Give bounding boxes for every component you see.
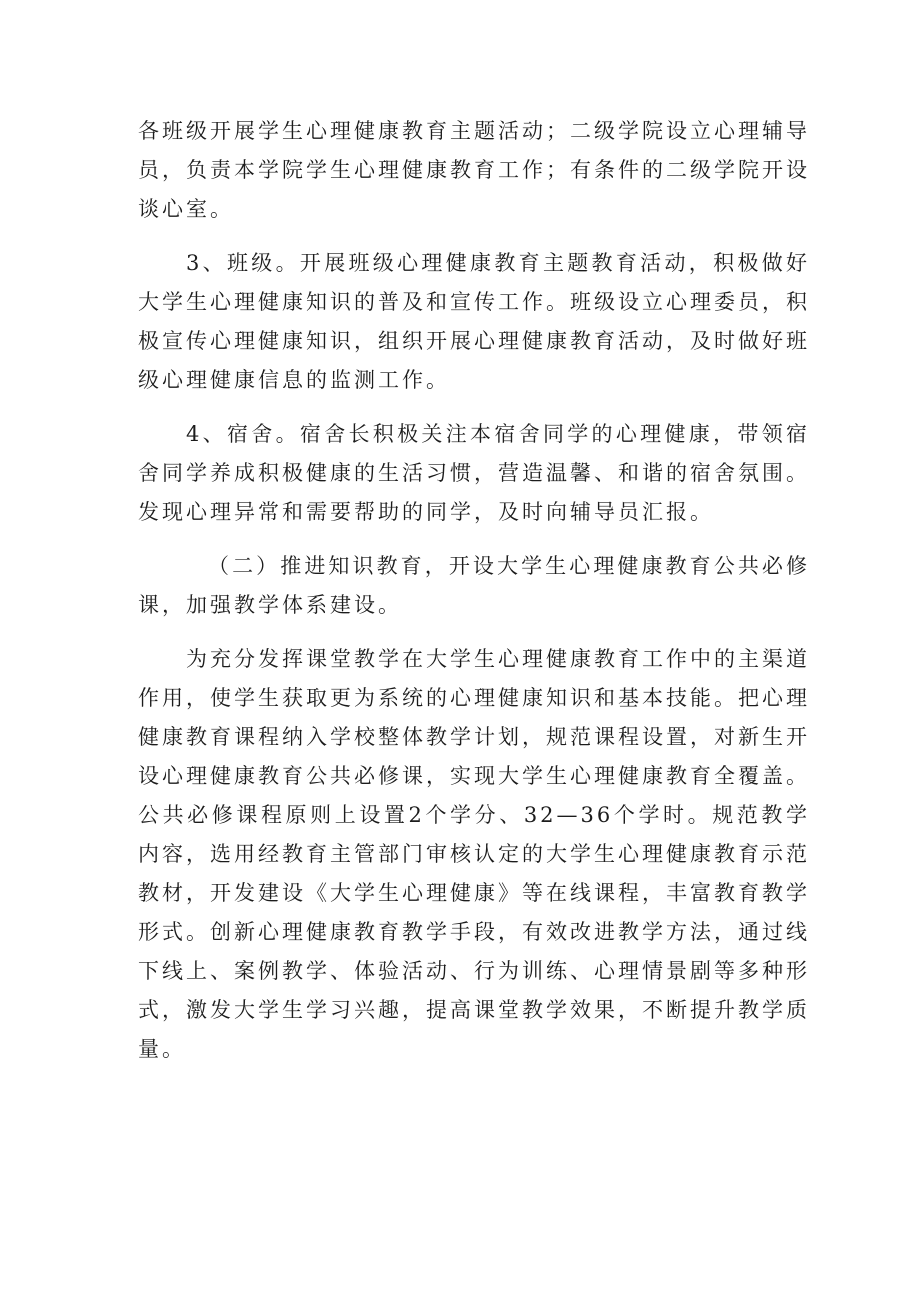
- paragraph-dormitory-level: 4、宿舍。宿舍长积极关注本宿舍同学的心理健康，带领宿舍同学养成积极健康的生活习惯，营造温馨、和谐的宿舍氛围。发现心理异常和需要帮助的同学，及时向辅导员汇报。: [138, 422, 810, 524]
- section-heading-knowledge-education: （二）推进知识教育，开设大学生心理健康教育公共必修课，加强教学体系建设。: [138, 554, 810, 617]
- paragraph-class-level: 3、班级。开展班级心理健康教育主题教育活动，积极做好大学生心理健康知识的普及和宣传工作。班级设立心理委员，积极宣传心理健康知识，组织开展心理健康教育活动，及时做好班级心理健康信息的监测工作。: [138, 251, 810, 392]
- paragraph-continuation: 各班级开展学生心理健康教育主题活动；二级学院设立心理辅导员，负责本学院学生心理健康教育工作；有条件的二级学院开设谈心室。: [138, 119, 810, 221]
- document-body: [138, 112, 810, 1069]
- paragraph-course-teaching: 为充分发挥课堂教学在大学生心理健康教育工作中的主渠道作用，使学生获取更为系统的心理健康知识和基本技能。把心理健康教育课程纳入学校整体教学计划，规范课程设置，对新生开设心理健康教育公共必修课，实现大学生心理健康教育全覆盖。公共必修课程原则上设置2个学分、32—36个学时。规范教学内容，选用经教育主管部门审核认定的大学生心理健康教育示范教材，开发建设《大学生心理健康》等在线课程，丰富教育教学形式。创新心理健康教育教学手段，有效改进教学方法，通过线下线上、案例教学、体验活动、行为训练、心理情景剧等多种形式，激发大学生学习兴趣，提高课堂教学效果，不断提升教学质量。: [138, 647, 810, 1061]
